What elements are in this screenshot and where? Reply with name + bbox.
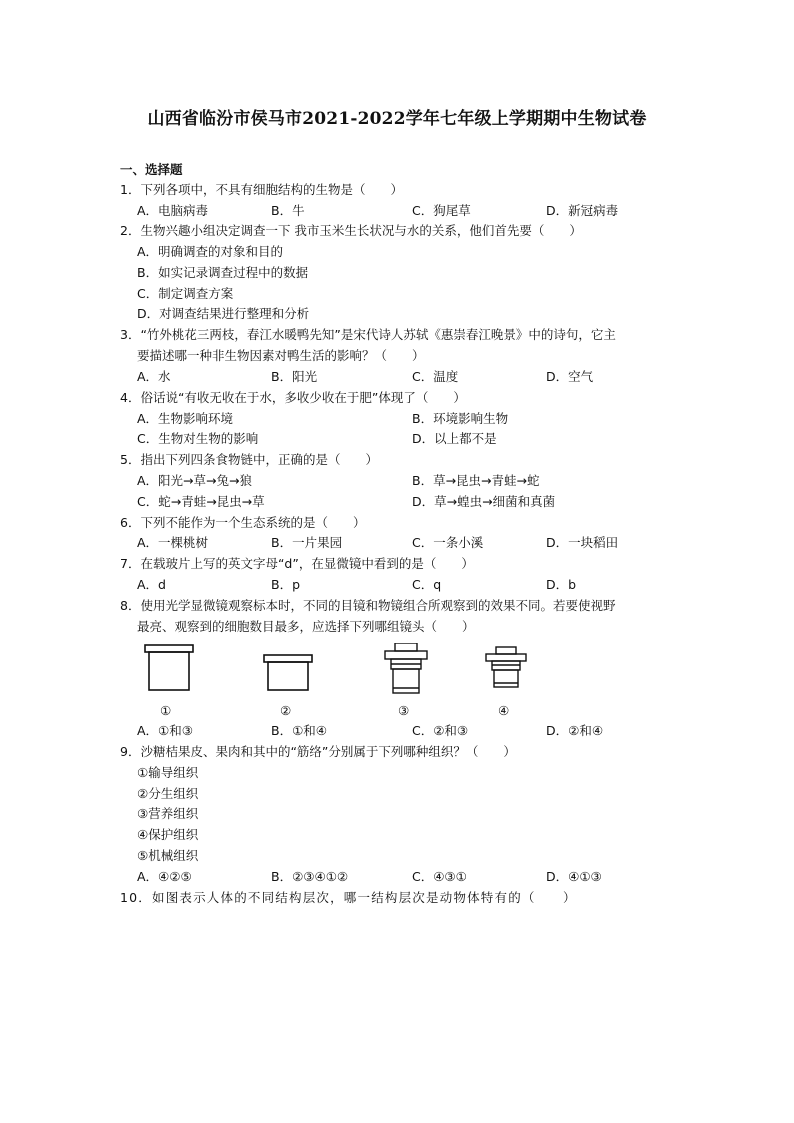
q9-item-1: ①输导组织: [137, 765, 199, 780]
q2-option-b: B．如实记录调查过程中的数据: [137, 265, 309, 280]
q3-option-d: D．空气: [546, 369, 594, 384]
q4-option-a: A．生物影响环境: [137, 411, 234, 426]
q5-option-b: B．草→昆虫→青蛙→蛇: [412, 473, 540, 488]
q8-option-d: D．②和④: [546, 723, 604, 738]
q3-option-b: B．阳光: [271, 369, 318, 384]
eyepiece-lens-1-icon: [145, 645, 193, 690]
q6-option-d: D．一块稻田: [546, 535, 619, 550]
q3-option-c: C．温度: [412, 369, 459, 384]
q1-option-a: A．电脑病毒: [137, 203, 209, 218]
question-1-stem: 1．下列各项中，不具有细胞结构的生物是（ ）: [120, 182, 403, 197]
q6-option-c: C．一条小溪: [412, 535, 484, 550]
q5-option-d: D．草→蝗虫→细菌和真菌: [412, 494, 556, 509]
q9-item-5: ⑤机械组织: [137, 848, 199, 863]
lens-label-1: ①: [160, 703, 172, 718]
q9-item-2: ②分生组织: [137, 786, 199, 801]
q2-option-a: A．明确调查的对象和目的: [137, 244, 284, 259]
q6-option-a: A．一棵桃树: [137, 535, 209, 550]
q9-option-a: A．④②⑤: [137, 869, 192, 884]
q7-option-d: D．b: [546, 577, 577, 592]
lens-label-2: ②: [280, 703, 292, 718]
q6-option-b: B．一片果园: [271, 535, 343, 550]
objective-lens-3-icon: [385, 643, 427, 693]
question-3-stem-line1: 3．“竹外桃花三两枝，春江水暖鸭先知”是宋代诗人苏轼《惠崇春江晚景》中的诗句，它主: [120, 327, 616, 342]
q7-option-b: B．p: [271, 577, 301, 592]
q9-option-c: C．④③①: [412, 869, 467, 884]
q4-option-d: D．以上都不是: [412, 431, 497, 446]
section-heading: 一、选择题: [120, 162, 183, 177]
q8-option-c: C．②和③: [412, 723, 469, 738]
q9-option-d: D．④①③: [546, 869, 602, 884]
question-6-stem: 6．下列不能作为一个生态系统的是（ ）: [120, 515, 366, 530]
q7-option-a: A．d: [137, 577, 166, 592]
lens-label-4: ④: [498, 703, 510, 718]
q5-option-c: C．蛇→青蛙→昆虫→草: [137, 494, 265, 509]
q4-option-b: B．环境影响生物: [412, 411, 509, 426]
question-3-stem-line2: 要描述哪一种非生物因素对鸭生活的影响？（ ）: [137, 348, 425, 363]
lens-label-3: ③: [398, 703, 410, 718]
page-title: 山西省临汾市侯马市2021-2022学年七年级上学期期中生物试卷: [147, 109, 647, 129]
q1-option-d: D．新冠病毒: [546, 203, 619, 218]
question-2-stem: 2．生物兴趣小组决定调查一下 我市玉米生长状况与水的关系，他们首先要（ ）: [120, 223, 582, 238]
question-5-stem: 5．指出下列四条食物链中，正确的是（ ）: [120, 452, 378, 467]
question-7-stem: 7．在载玻片上写的英文字母“d”，在显微镜中看到的是（ ）: [120, 556, 474, 571]
q9-option-b: B．②③④①②: [271, 869, 349, 884]
q9-item-4: ④保护组织: [137, 827, 199, 842]
lens-figures: [140, 643, 560, 701]
question-8-stem-line1: 8．使用光学显微镜观察标本时，不同的目镜和物镜组合所观察到的效果不同。若要使视野: [120, 598, 616, 613]
q8-option-b: B．①和④: [271, 723, 327, 738]
question-10-stem: 10．如图表示人体的不同结构层次，哪一结构层次是动物体特有的（ ）: [120, 890, 577, 905]
q5-option-a: A．阳光→草→兔→狼: [137, 473, 252, 488]
question-8-stem-line2: 最亮、观察到的细胞数目最多，应选择下列哪组镜头（ ）: [137, 619, 475, 634]
question-4-stem: 4．俗话说“有收无收在于水，多收少收在于肥”体现了（ ）: [120, 390, 466, 405]
q9-item-3: ③营养组织: [137, 806, 199, 821]
q2-option-d: D．对调查结果进行整理和分析: [137, 306, 310, 321]
objective-lens-4-icon: [486, 647, 526, 687]
eyepiece-lens-2-icon: [264, 655, 312, 690]
q2-option-c: C．制定调查方案: [137, 286, 234, 301]
q3-option-a: A．水: [137, 369, 171, 384]
q7-option-c: C．q: [412, 577, 442, 592]
q4-option-c: C．生物对生物的影响: [137, 431, 259, 446]
question-9-stem: 9．沙糖桔果皮、果肉和其中的“筋络”分别属于下列哪种组织？（ ）: [120, 744, 516, 759]
q8-option-a: A．①和③: [137, 723, 193, 738]
q1-option-c: C．狗尾草: [412, 203, 471, 218]
q1-option-b: B．牛: [271, 203, 305, 218]
